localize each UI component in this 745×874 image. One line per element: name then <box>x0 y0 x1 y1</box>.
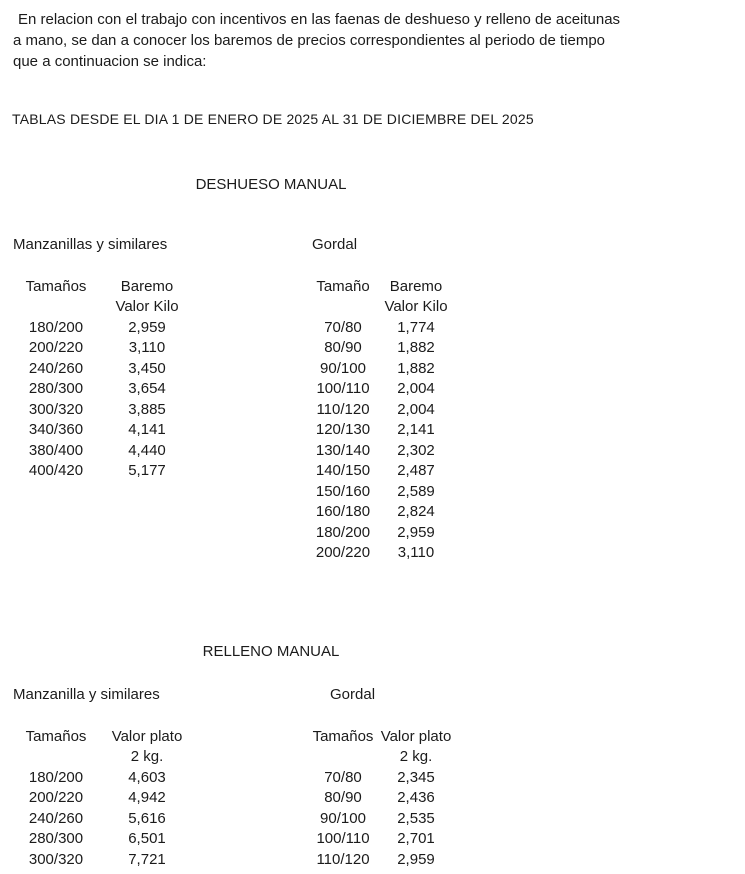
table-row <box>13 441 195 462</box>
value-cell: 3,885 <box>128 400 166 418</box>
table-row <box>300 379 456 400</box>
table-row <box>300 788 456 809</box>
value-cell: 2,589 <box>397 482 435 500</box>
price-column-subheader: Valor Kilo <box>115 298 179 315</box>
table-row <box>13 768 195 789</box>
price-column-header: Valor plato <box>380 727 452 745</box>
table-row <box>13 420 195 441</box>
intro-line-2: a mano, se dan a conocer los baremos de precios correspondientes al periodo de tiempo <box>13 32 606 49</box>
size-cell: 180/200 <box>315 523 371 541</box>
value-cell: 2,345 <box>397 768 435 786</box>
table-row <box>13 359 195 380</box>
size-cell: 150/160 <box>315 482 371 500</box>
table-row <box>300 768 456 789</box>
table-row <box>300 829 456 850</box>
size-cell: 200/220 <box>315 544 371 561</box>
table-row <box>300 359 456 380</box>
table-row <box>13 461 195 482</box>
value-cell: 1,882 <box>397 359 435 377</box>
value-cell: 6,501 <box>128 830 166 847</box>
size-cell: 180/200 <box>28 768 84 786</box>
value-cell: 2,436 <box>397 789 435 806</box>
table-header-row <box>13 277 195 298</box>
size-cell: 100/110 <box>316 830 370 847</box>
table-cell-spacer <box>13 747 99 768</box>
value-cell: 4,942 <box>128 789 166 806</box>
sizes-column-header: Tamaños <box>25 727 87 745</box>
table-row <box>13 338 195 359</box>
deshueso-left-variety-label: Manzanillas y similares <box>13 236 168 253</box>
value-cell: 2,004 <box>397 380 435 397</box>
sizes-column-header: Tamaño <box>316 277 370 295</box>
table-row <box>13 400 195 421</box>
price-column-header: Valor plato <box>111 727 183 745</box>
value-cell: 3,654 <box>128 380 166 397</box>
value-cell: 4,603 <box>128 768 166 786</box>
size-cell: 130/140 <box>315 441 371 459</box>
value-cell: 2,959 <box>397 850 435 868</box>
size-cell: 280/300 <box>28 830 84 847</box>
deshueso-right-variety-label: Gordal <box>312 236 358 253</box>
relleno-manzanilla-table <box>13 727 195 871</box>
table-header-row <box>13 727 195 748</box>
size-cell: 110/120 <box>316 850 370 868</box>
size-cell: 80/90 <box>324 339 362 356</box>
table-row <box>300 523 456 544</box>
table-subheader-row <box>300 747 456 768</box>
value-cell: 2,959 <box>128 318 166 336</box>
value-cell: 2,302 <box>397 441 435 459</box>
size-cell: 70/80 <box>324 318 362 336</box>
table-row <box>300 338 456 359</box>
size-cell: 380/400 <box>28 441 84 459</box>
table-row <box>300 318 456 339</box>
table-cell-spacer <box>300 297 386 318</box>
size-cell: 90/100 <box>320 359 366 377</box>
table-cell-spacer <box>300 747 386 768</box>
price-column-header: Baremo <box>389 277 443 295</box>
sizes-column-header: Tamaños <box>312 727 374 745</box>
table-subheader-row <box>13 297 195 318</box>
table-row <box>300 543 456 564</box>
relleno-left-variety-label: Manzanilla y similares <box>13 686 160 703</box>
price-column-subheader: 2 kg. <box>399 748 433 765</box>
value-cell: 5,177 <box>128 462 166 479</box>
table-row <box>13 788 195 809</box>
period-heading: TABLAS DESDE EL DIA 1 DE ENERO DE 2025 AL 31 DE DICIEMBRE DEL 2025 <box>12 111 534 127</box>
value-cell: 7,721 <box>128 850 166 868</box>
value-cell: 2,535 <box>397 809 435 827</box>
value-cell: 1,882 <box>397 339 435 356</box>
table-header-row <box>300 277 456 298</box>
size-cell: 180/200 <box>28 318 84 336</box>
size-cell: 240/260 <box>28 809 84 827</box>
size-cell: 90/100 <box>320 809 366 827</box>
table-row <box>300 809 456 830</box>
value-cell: 3,110 <box>397 544 435 561</box>
value-cell: 2,824 <box>397 503 435 520</box>
sizes-column-header: Tamaños <box>25 277 87 295</box>
value-cell: 2,959 <box>397 523 435 541</box>
intro-paragraph <box>13 9 673 72</box>
intro-line-3: que a continuacion se indica: <box>13 53 207 70</box>
price-column-subheader: Valor Kilo <box>384 298 448 315</box>
size-cell: 200/220 <box>28 339 84 356</box>
size-cell: 140/150 <box>315 462 371 479</box>
size-cell: 70/80 <box>324 768 362 786</box>
size-cell: 240/260 <box>28 359 84 377</box>
size-cell: 110/120 <box>316 400 370 418</box>
value-cell: 3,450 <box>128 359 166 377</box>
price-column-header: Baremo <box>120 277 174 295</box>
table-body <box>300 318 456 564</box>
value-cell: 4,141 <box>128 421 166 438</box>
table-subheader-row <box>300 297 456 318</box>
size-cell: 300/320 <box>28 400 84 418</box>
deshueso-gordal-table <box>300 277 456 564</box>
value-cell: 2,004 <box>397 400 435 418</box>
value-cell: 2,701 <box>397 830 435 847</box>
value-cell: 3,110 <box>128 339 166 356</box>
value-cell: 2,141 <box>397 421 435 438</box>
value-cell: 5,616 <box>128 809 166 827</box>
intro-line-1: En relacion con el trabajo con incentivos en las faenas de deshueso y relleno de aceitunas <box>18 11 621 28</box>
table-subheader-row <box>13 747 195 768</box>
table-row <box>13 809 195 830</box>
size-cell: 280/300 <box>28 380 84 397</box>
relleno-section-title: RELLENO MANUAL <box>202 643 340 660</box>
deshueso-section-title: DESHUESO MANUAL <box>195 176 347 193</box>
table-row <box>13 829 195 850</box>
value-cell: 1,774 <box>397 318 435 336</box>
table-body <box>13 318 195 482</box>
table-row <box>13 318 195 339</box>
value-cell: 2,487 <box>397 462 435 479</box>
table-body <box>300 768 456 871</box>
size-cell: 400/420 <box>28 462 84 479</box>
table-row <box>300 482 456 503</box>
size-cell: 340/360 <box>28 421 84 438</box>
relleno-gordal-table <box>300 727 456 871</box>
table-row <box>300 850 456 871</box>
table-body <box>13 768 195 871</box>
table-row <box>300 441 456 462</box>
size-cell: 160/180 <box>315 503 371 520</box>
table-row <box>13 850 195 871</box>
size-cell: 120/130 <box>315 421 371 438</box>
table-row <box>300 502 456 523</box>
table-row <box>300 420 456 441</box>
value-cell: 4,440 <box>128 441 166 459</box>
table-header-row <box>300 727 456 748</box>
size-cell: 100/110 <box>316 380 370 397</box>
table-row <box>300 461 456 482</box>
table-cell-spacer <box>13 297 99 318</box>
size-cell: 300/320 <box>28 850 84 868</box>
relleno-right-variety-label: Gordal <box>330 686 376 703</box>
price-column-subheader: 2 kg. <box>130 748 164 765</box>
size-cell: 200/220 <box>28 789 84 806</box>
table-row <box>13 379 195 400</box>
size-cell: 80/90 <box>324 789 362 806</box>
deshueso-manzanilla-table <box>13 277 195 482</box>
table-row <box>300 400 456 421</box>
